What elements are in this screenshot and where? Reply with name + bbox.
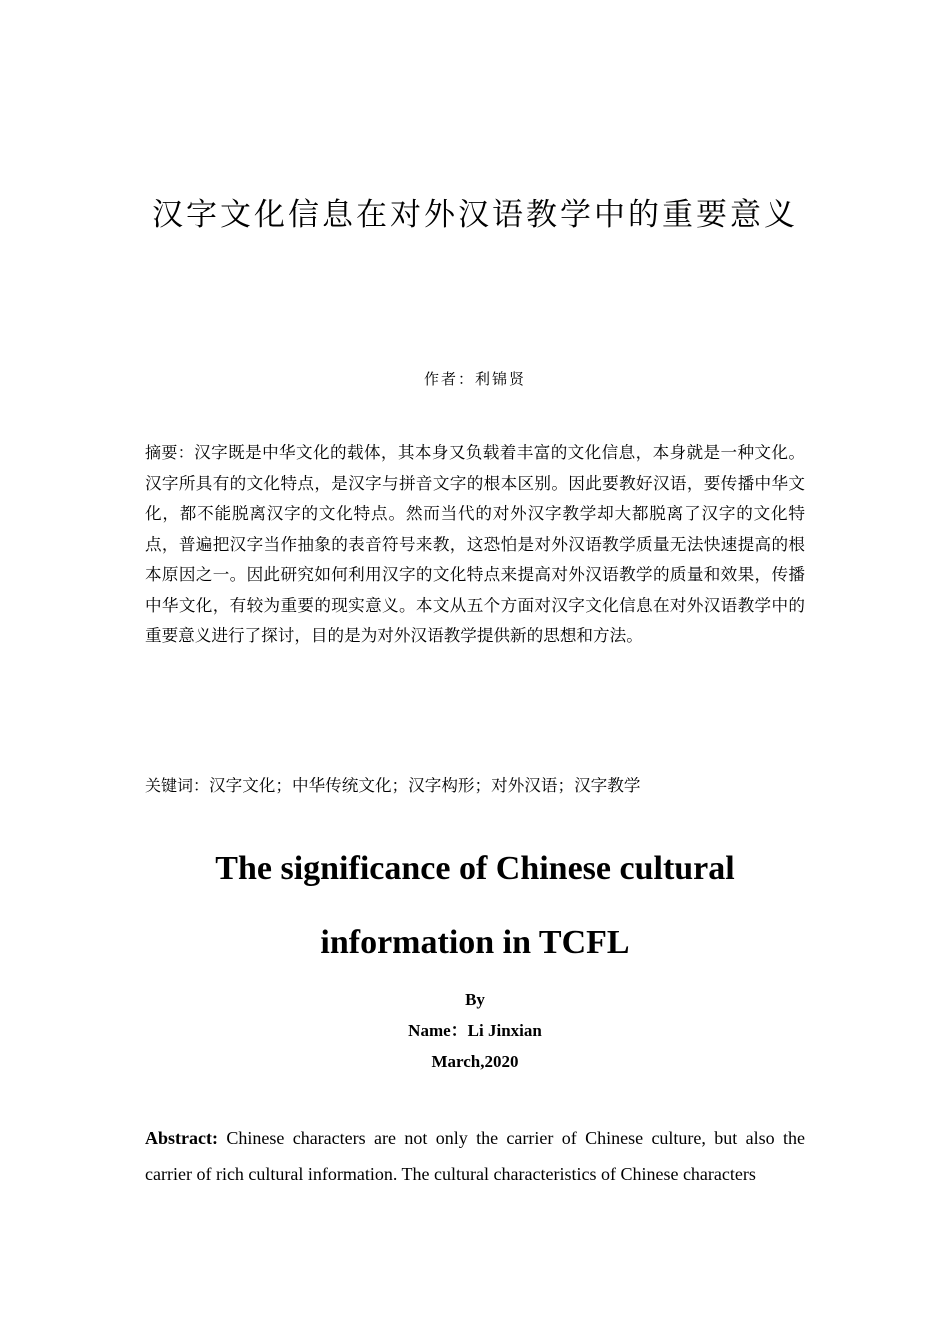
- chinese-abstract: [145, 438, 805, 652]
- chinese-author-line: 作者：利锦贤: [423, 370, 526, 388]
- english-date: March,2020: [431, 1052, 519, 1071]
- english-title: The significance of Chinese cultural information in TCFL: [215, 850, 735, 961]
- chinese-keywords-label: 关键词：: [145, 776, 210, 795]
- english-abstract-text: Chinese characters are not only the carrier of Chinese culture, but also the carrier of rich cultural information. The cultural characteristics of Chinese characters: [145, 1128, 805, 1184]
- chinese-keywords-text: 汉字文化；中华传统文化；汉字构形；对外汉语；汉字教学: [209, 776, 641, 795]
- english-author-name: Name：Li Jinxian: [408, 1021, 542, 1040]
- chinese-abstract-label: 摘要：: [145, 443, 195, 462]
- chinese-abstract-text: 汉字既是中华文化的载体，其本身又负载着丰富的文化信息，本身就是一种文化。汉字所具有的文化特点，是汉字与拼音文字的根本区别。因此要教好汉语，要传播中华文化，都不能脱离汉字的文化特点。然而当代的对外汉字教学却大都脱离了汉字的文化特点，普遍把汉字当作抽象的表音符号来教，这恐怕是对外汉语教学质量无法快速提高的根本原因之一。因此研究如何利用汉字的文化特点来提高对外汉语教学的质量和效果，传播中华文化，有较为重要的现实意义。本文从五个方面对汉字文化信息在对外汉语教学中的重要意义进行了探讨，目的是为对外汉语教学提供新的思想和方法。: [145, 443, 805, 645]
- english-abstract: [145, 1120, 805, 1192]
- chinese-title: 汉字文化信息在对外汉语教学中的重要意义: [152, 197, 798, 233]
- english-by: By: [465, 990, 485, 1009]
- english-abstract-label: Abstract:: [145, 1128, 218, 1148]
- chinese-keywords: [145, 771, 805, 801]
